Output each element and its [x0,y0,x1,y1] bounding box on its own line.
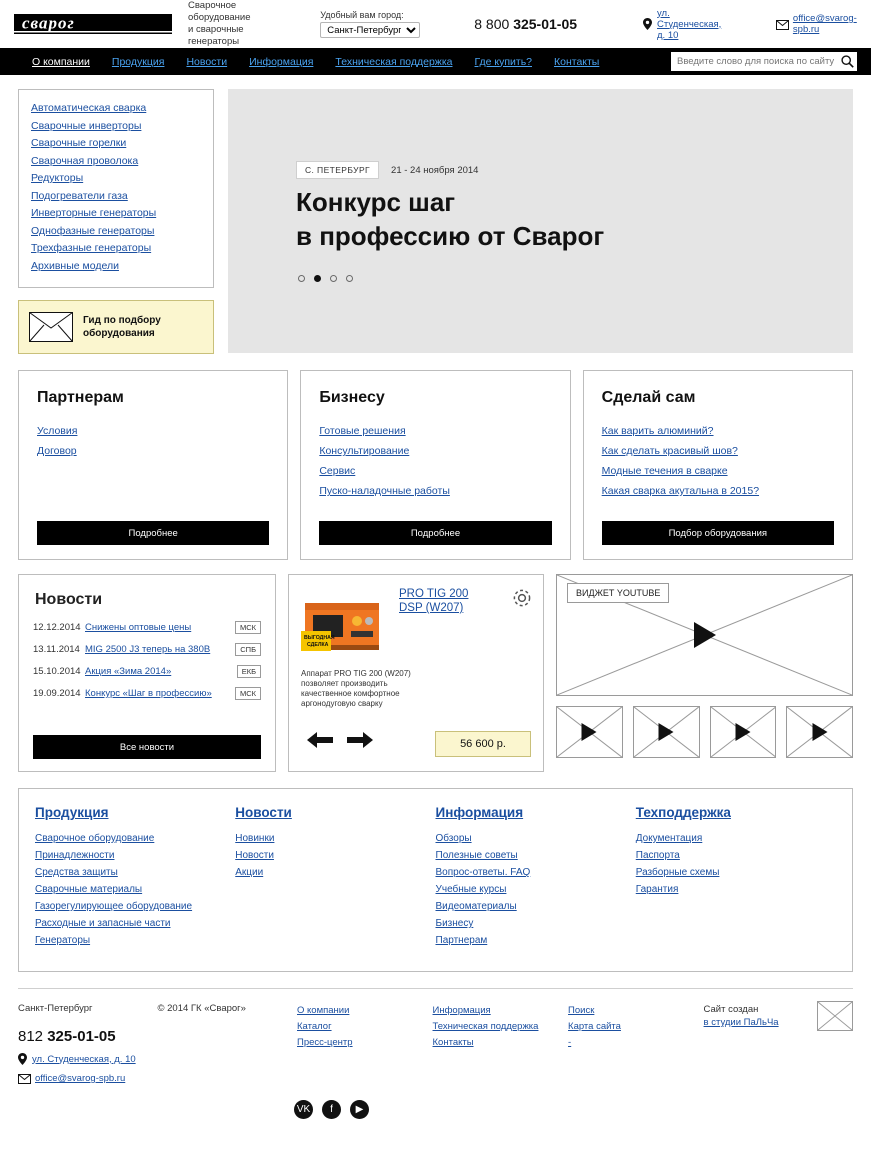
footer-column-information [436,805,636,949]
footer-link[interactable]: Видеоматериалы [435,901,517,912]
footer-link[interactable]: Партнерам [435,935,488,946]
card-partners-link-0[interactable]: Условия [37,425,78,437]
card-business [300,370,570,560]
footer-title-link[interactable]: Техподдержка [635,805,731,820]
hero-title [296,185,604,253]
main-navigation [0,48,871,75]
bottom-email-row [18,1073,158,1084]
product-description: Аппарат PRO TIG 200 (W207) позволяет производить качественное комфортное аргонодуговую сварку [301,669,411,708]
bottom-phone [18,1028,158,1045]
play-icon[interactable] [694,622,716,648]
hero-slider-dots [298,275,353,282]
news-item-date: 13.11.2014 [33,644,80,655]
news-item[interactable] [33,621,261,634]
bottom-city: Санкт-Петербург [18,1003,93,1014]
bottom-links-col-3 [568,1003,704,1084]
guide-line-2: оборудования [83,328,155,339]
card-diy-button[interactable]: Подбор оборудования [602,521,834,545]
card-diy-link-0[interactable]: Как варить алюминий? [601,425,714,437]
card-business-title: Бизнесу [319,389,385,406]
vk-icon[interactable]: VK [294,1100,313,1119]
search-input[interactable] [671,53,837,70]
svg-text:СДЕЛКА: СДЕЛКА [307,642,329,648]
video-thumb[interactable] [710,706,777,758]
site-logo[interactable] [14,11,172,37]
nav-item-products[interactable]: Продукция [111,55,165,68]
card-diy-link-3[interactable]: Какая сварка акутальна в 2015? [601,485,760,497]
bottom-link[interactable]: Карта сайта [568,1021,621,1032]
news-item[interactable] [33,643,261,656]
envelope-icon [29,312,73,342]
category-item-8[interactable]: Трехфазные генераторы [31,242,152,254]
bottom-email-link[interactable]: office@svarog-spb.ru [35,1073,126,1084]
social-links [294,1100,871,1119]
bottom-links-col-1 [297,1003,433,1084]
card-partners [18,370,288,560]
footer-navigation [18,788,853,972]
news-item-badge: СПБ [235,643,261,656]
category-item-3[interactable]: Сварочная проволока [31,154,139,167]
footer-column-support [636,805,836,949]
product-title-line-2: DSP (W207) [399,602,464,614]
bottom-link[interactable]: Информация [432,1005,491,1016]
city-label: Удобный вам город: [320,10,404,20]
next-arrow-icon[interactable] [347,732,373,751]
card-business-button[interactable]: Подробнее [319,521,551,545]
phone-main: 325-01-05 [513,16,578,32]
youtube-widget[interactable] [556,574,853,696]
footer-column-title [636,805,826,820]
tagline-line-1: Сварочное оборудование [188,0,251,23]
bottom-link[interactable]: Поиск [568,1005,595,1016]
bottom-links-col-2 [433,1003,569,1084]
footer-link[interactable]: Обзоры [435,833,472,844]
product-price: 56 600 р. [435,731,531,757]
svg-text:сварог: сварог [22,13,75,33]
video-thumb[interactable] [633,706,700,758]
news-item-title[interactable]: Конкурс «Шаг в профессию» [85,688,212,699]
category-item-7[interactable]: Однофазные генераторы [31,224,155,237]
guide-line-1: Гид по подбору [83,315,161,326]
footer-link[interactable]: Средства защиты [35,867,118,878]
product-image[interactable] [301,587,389,661]
card-diy-link-2[interactable]: Модные течения в сварке [601,465,728,477]
play-icon[interactable] [735,723,750,741]
product-title-line-1: PRO TIG 200 [399,588,469,600]
footer-link[interactable]: Разборные схемы [635,867,720,878]
card-partners-title: Партнерам [37,389,124,406]
bottom-link[interactable]: Контакты [432,1037,474,1048]
news-item-date: 15.10.2014 [33,666,81,677]
media-block [556,574,853,772]
category-item-6[interactable]: Инверторные генераторы [31,207,157,219]
hero-row [18,89,853,354]
news-item-badge: МСК [235,621,261,634]
studio-credit [704,1003,853,1084]
news-item-badge: ЕКБ [237,665,261,678]
header-email-block [776,13,857,35]
youtube-widget-label: ВИДЖЕТ YOUTUBE [567,583,669,603]
footer-link[interactable]: Паспорта [635,850,680,861]
hero-banner[interactable] [228,89,853,353]
news-block [18,574,276,772]
footer-link[interactable]: Бизнесу [435,918,474,929]
header-address-link[interactable]: ул. Студенческая, д. 10 [657,7,722,41]
footer-column-title [235,805,425,820]
main-content [0,75,871,972]
card-business-link-2[interactable]: Сервис [319,465,356,477]
video-thumb[interactable] [786,706,853,758]
bottom-link[interactable]: Пресс-центр [297,1037,353,1048]
news-item[interactable] [33,687,261,700]
footer-link[interactable]: Акции [235,867,264,878]
product-block [288,574,544,772]
footer-column-news [235,805,435,949]
hero-title-line-2: в профессию от Сварог [296,221,605,251]
left-column [18,89,214,354]
guide-text [83,314,161,340]
bottom-address-link[interactable]: ул. Студенческая, д. 10 [32,1053,136,1065]
hero-date: 21 - 24 ноября 2014 [391,164,479,176]
studio-link[interactable]: в студии ПаЛьЧа [703,1017,779,1028]
bottom-address-row [18,1053,158,1065]
card-diy-title: Сделай сам [601,389,696,406]
bottom-link[interactable]: - [568,1037,572,1048]
card-partners-button[interactable]: Подробнее [37,521,269,545]
play-icon[interactable] [812,723,827,741]
facebook-icon[interactable]: f [322,1100,341,1119]
category-item-5[interactable]: Подогреватели газа [31,189,128,202]
footer-column-title [436,805,626,820]
nav-item-about[interactable]: О компании [32,55,90,68]
product-top [301,587,531,661]
slider-dot-2[interactable] [314,275,321,282]
phone-prefix: 8 800 [474,16,514,32]
card-diy [583,370,853,560]
hero-tags [296,161,478,179]
footer-title-link[interactable]: Новости [235,805,292,820]
nav-item-news[interactable]: Новости [186,55,228,68]
slider-dot-3[interactable] [330,275,337,282]
map-pin-icon [18,1053,27,1065]
studio-logo-placeholder [817,1001,853,1031]
svg-text:ВЫГОДНАЯ: ВЫГОДНАЯ [304,635,335,641]
card-business-link-1[interactable]: Консультирование [319,445,410,457]
footer-link[interactable]: Учебные курсы [435,884,507,895]
category-item-4[interactable]: Редукторы [31,172,84,184]
category-item-2[interactable]: Сварочные горелки [31,137,127,149]
footer-title-link[interactable]: Продукция [35,805,109,820]
news-item-title[interactable]: MIG 2500 J3 теперь на 380В [85,644,211,655]
footer-link[interactable]: Принадлежности [35,850,115,861]
tagline-line-2: и сварочные генераторы [188,24,244,47]
nav-item-support[interactable]: Техническая поддержка [335,55,453,68]
footer-link[interactable]: Расходные и запасные части [35,918,171,929]
footer-link[interactable]: Новинки [235,833,275,844]
news-item-date: 19.09.2014 [33,688,81,699]
news-title: Новости [35,591,103,608]
footer-link[interactable]: Новости [235,850,274,861]
footer-link[interactable]: Сварочное оборудование [35,833,155,844]
all-news-button[interactable]: Все новости [33,735,261,759]
logo-icon [14,10,172,38]
search-icon[interactable] [837,52,857,71]
studio-line-1: Сайт создан [703,1004,759,1015]
slider-dot-1[interactable] [298,275,305,282]
category-list [18,89,214,288]
card-partners-link-1[interactable]: Договор [37,445,77,457]
card-diy-link-1[interactable]: Как сделать красивый шов? [601,445,738,457]
search-box [671,52,857,71]
footer-link[interactable]: Гарантия [635,884,679,895]
nav-item-information[interactable]: Информация [249,55,314,68]
envelope-icon [18,1074,30,1083]
product-title[interactable] [399,587,497,615]
bottom-link[interactable]: О компании [297,1005,350,1016]
bottom-link[interactable]: Каталог [297,1021,332,1032]
promo-cards-row [18,370,853,560]
news-product-media-row [18,574,853,772]
footer-column-title [35,805,225,820]
bottom-phone-main: 325-01-05 [47,1028,116,1045]
category-item-0[interactable]: Автоматическая сварка [31,102,147,114]
footer-link[interactable]: Газорегулирующее оборудование [35,901,193,912]
video-thumbnails [556,706,853,758]
nav-item-where-to-buy[interactable]: Где купить? [474,55,532,68]
header-phone [474,16,577,32]
youtube-icon[interactable]: ▶ [350,1100,369,1119]
prev-arrow-icon[interactable] [307,732,333,751]
product-arrows [307,732,373,751]
news-item-title[interactable]: Акция «Зима 2014» [85,666,172,677]
header-email-link[interactable]: office@svarog-spb.ru [792,13,857,35]
footer-title-link[interactable]: Информация [435,805,524,820]
footer-column-products [35,805,235,949]
top-bar [0,0,871,48]
bottom-phone-prefix: 812 [18,1028,48,1045]
play-icon[interactable] [659,723,674,741]
bottom-link[interactable]: Техническая поддержка [432,1021,539,1032]
equipment-guide-banner[interactable] [18,300,214,354]
play-icon[interactable] [582,723,597,741]
city-select[interactable] [320,22,420,38]
site-tagline [188,0,286,48]
hero-city-tag: С. ПЕТЕРБУРГ [296,161,379,179]
bottom-contacts [18,1003,158,1084]
placeholder-cross [818,1002,852,1030]
card-business-link-0[interactable]: Готовые решения [319,425,406,437]
news-item-date: 12.12.2014 [33,622,81,633]
footer-link[interactable]: Сварочные материалы [35,884,143,895]
nav-item-contacts[interactable]: Контакты [554,55,600,68]
slider-dot-4[interactable] [346,275,353,282]
news-item-badge: МСК [235,687,261,700]
bottom-copyright: © 2014 ГК «Сварог» [157,1003,246,1014]
bottom-bar [18,988,853,1084]
map-pin-icon [643,18,652,30]
footer-link[interactable]: Генераторы [35,935,91,946]
gear-icon[interactable] [511,587,533,612]
footer-link[interactable]: Документация [635,833,703,844]
video-thumb[interactable] [556,706,623,758]
header-address-block [643,8,732,41]
card-business-link-3[interactable]: Пуско-наладочные работы [319,485,450,497]
footer-link[interactable]: Вопрос-ответы. FAQ [435,867,531,878]
footer-link[interactable]: Полезные советы [435,850,518,861]
envelope-icon [776,20,788,29]
hero-title-line-1: Конкурс шаг [296,187,456,217]
category-item-9[interactable]: Архивные модели [31,259,119,272]
category-item-1[interactable]: Сварочные инверторы [31,119,142,132]
city-selector-block [320,10,420,38]
news-item-title[interactable]: Снижены оптовые цены [85,622,192,633]
news-item[interactable] [33,665,261,678]
